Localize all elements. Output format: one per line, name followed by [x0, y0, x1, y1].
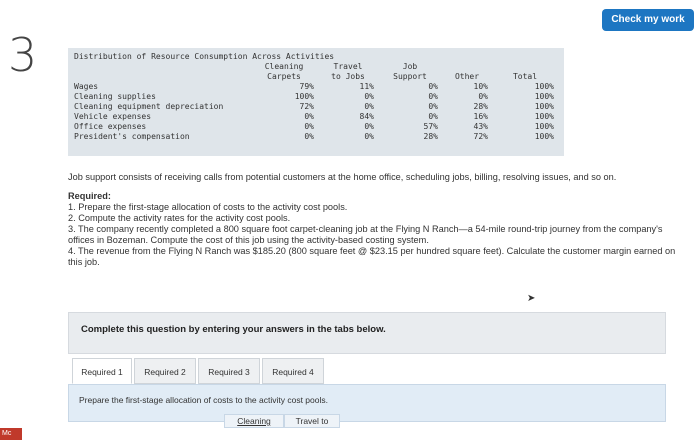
required-section — [68, 191, 688, 268]
table-cell: 0% — [428, 112, 438, 121]
table-row — [74, 112, 558, 122]
header-cell: Carpets — [267, 72, 301, 81]
table-cell: 43% — [473, 122, 488, 131]
header-cell: Other — [454, 72, 480, 81]
header-cell: Total — [512, 72, 538, 81]
table-cell: 0% — [364, 102, 374, 111]
required-item-3: 3. The company recently completed a 800 square foot carpet-cleaning job at the Flying N Ranch—a 54-mile round-trip journey from the company's offices in Bozeman. Compute the cost of this job using the activity-based costing system. — [68, 224, 663, 245]
required-heading: Required: — [68, 191, 111, 201]
description: Job support consists of receiving calls from potential customers at the home office, scheduling jobs, billing, resolving issues, and so on. — [68, 172, 617, 182]
table-row — [74, 132, 558, 142]
table-title: Distribution of Resource Consumption Across Activities — [74, 52, 335, 61]
tab-required-1[interactable]: Required 1 — [72, 358, 132, 384]
table-cell: 100% — [534, 92, 554, 101]
required-tabs — [68, 356, 666, 384]
row-label: Cleaning supplies — [74, 92, 156, 101]
table-header-row-2 — [74, 72, 558, 82]
prepare-instruction — [68, 384, 666, 422]
table-cell: 0% — [364, 132, 374, 141]
required-item-4: 4. The revenue from the Flying N Ranch was $185.20 (800 square feet @ $23.15 per hundred square feet). Calculate the customer margin earned on this job. — [68, 246, 676, 267]
required-item-2: 2. Compute the activity rates for the activity cost pools. — [68, 213, 291, 223]
table-cell: 0% — [478, 92, 488, 101]
table-cell: 100% — [534, 102, 554, 111]
table-cell: 57% — [423, 122, 438, 131]
table-cell: 72% — [473, 132, 488, 141]
header-cell — [442, 62, 492, 72]
header-cell: Travel — [333, 62, 363, 71]
header-cell: Support — [393, 72, 427, 81]
question-number: 3 — [8, 28, 38, 82]
table-cell: 0% — [364, 92, 374, 101]
table-cell: 100% — [534, 132, 554, 141]
table-cell: 100% — [534, 122, 554, 131]
table-cell: 79% — [299, 82, 314, 91]
header-cell: to Jobs — [331, 72, 365, 81]
question-text — [68, 172, 688, 268]
header-cell: Job — [402, 62, 418, 71]
tab-required-2[interactable]: Required 2 — [134, 358, 196, 384]
table-header-row-1 — [74, 62, 558, 72]
table-cell: 0% — [304, 112, 314, 121]
row-label: President's compensation — [74, 132, 190, 141]
table-cell: 0% — [428, 82, 438, 91]
resource-distribution-table — [68, 48, 564, 156]
header-cell — [492, 62, 558, 72]
tab-required-4[interactable]: Required 4 — [262, 358, 324, 384]
table-cell: 72% — [299, 102, 314, 111]
table-cell: 28% — [423, 132, 438, 141]
table-row — [74, 82, 558, 92]
footer-badge: Mc — [0, 428, 22, 440]
table-row — [74, 92, 558, 102]
table-cell: 100% — [534, 82, 554, 91]
table-cell: 10% — [473, 82, 488, 91]
check-my-work-button[interactable]: Check my work — [602, 9, 694, 31]
table-cell: 16% — [473, 112, 488, 121]
header-cell — [74, 72, 250, 82]
table-cell: 0% — [304, 132, 314, 141]
table-cell: 11% — [359, 82, 374, 91]
row-label: Office expenses — [74, 122, 147, 131]
table-cell: 28% — [473, 102, 488, 111]
table-cell: 84% — [359, 112, 374, 121]
table-cell: 100% — [534, 112, 554, 121]
prepare-text: Prepare the first-stage allocation of costs to the activity cost pools. — [79, 395, 328, 405]
table-cell: 0% — [428, 92, 438, 101]
instructions-box: Complete this question by entering your answers in the tabs below. — [68, 312, 666, 354]
row-label: Cleaning equipment depreciation — [74, 102, 224, 111]
header-cell — [74, 62, 250, 72]
table-cell: 100% — [294, 92, 314, 101]
header-cell: Cleaning — [264, 62, 304, 71]
table-cell: 0% — [304, 122, 314, 131]
required-item-1: 1. Prepare the first-stage allocation of costs to the activity cost pools. — [68, 202, 348, 212]
top-bar — [0, 0, 700, 38]
answer-column-travel: Travel to — [284, 414, 340, 428]
mouse-cursor-icon: ➤ — [527, 293, 536, 304]
table-row — [74, 102, 558, 112]
tab-required-3[interactable]: Required 3 — [198, 358, 260, 384]
row-label: Vehicle expenses — [74, 112, 152, 121]
table-cell: 0% — [428, 102, 438, 111]
answer-column-cleaning: Cleaning — [224, 414, 284, 428]
table-row — [74, 122, 558, 132]
row-label: Wages — [74, 82, 99, 91]
table-cell: 0% — [364, 122, 374, 131]
